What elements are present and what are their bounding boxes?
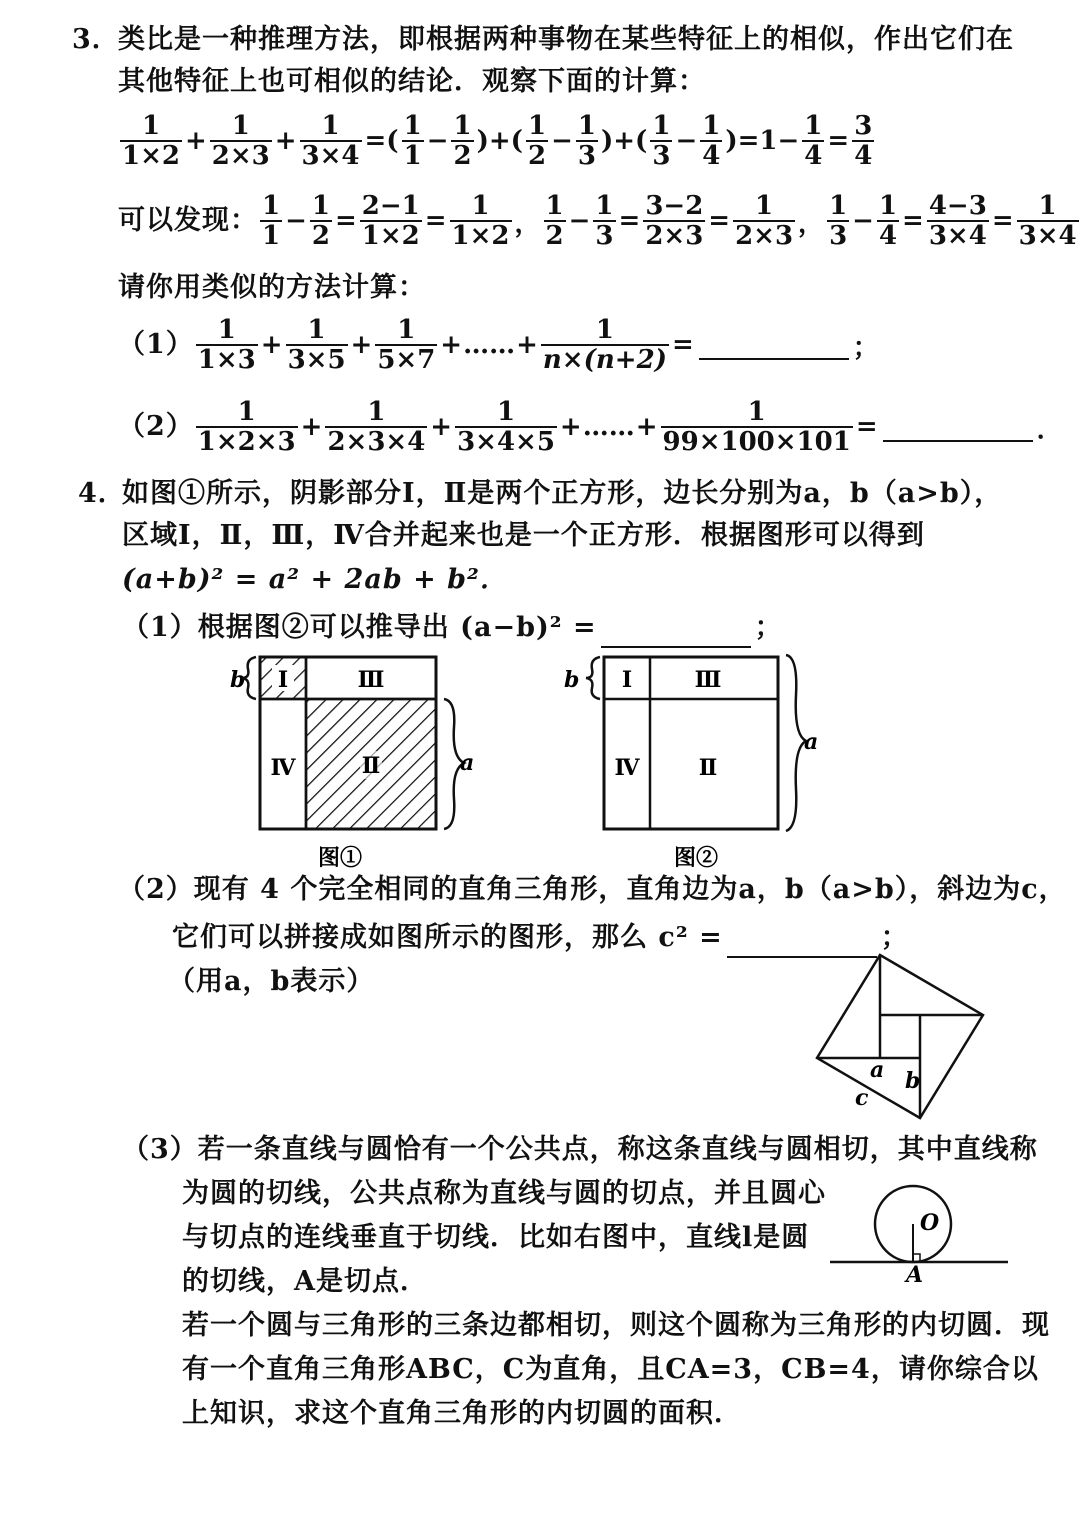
fraction: $\frac{1}{2\times 3}$ (211, 111, 270, 171)
fig1-caption: 图① (317, 845, 363, 871)
q4-part3-line5: 若一个圆与三角形的三条边都相切，则这个圆称为三角形的内切圆．现 (182, 1310, 1050, 1341)
region-label: Ⅳ (270, 755, 296, 781)
q4-identity: (a+b)² = a² + 2ab + b²． (122, 564, 508, 595)
tri-label-a: a (870, 1057, 885, 1083)
q4-part2-line1: （2）现有 4 个完全相同的直角三角形，直角边为a，b（a>b），斜边为c， (118, 874, 1067, 905)
q3-intro-line2: 其他特征上也可相似的结论．观察下面的计算： (118, 66, 706, 97)
answer-blank[interactable] (883, 440, 1033, 442)
center-label: O (920, 1210, 940, 1236)
side-a-label: a (804, 729, 819, 755)
tri-label-b: b (905, 1068, 921, 1094)
q4-intro-line2: 区域Ⅰ，Ⅱ，Ⅲ，Ⅳ合并起来也是一个正方形．根据图形可以得到 (122, 520, 925, 551)
region-label: Ⅱ (361, 753, 381, 779)
figure-2 (564, 655, 818, 871)
q4-number: 4． (78, 478, 126, 509)
q4-part3-line1: （3）若一条直线与圆恰有一个公共点，称这条直线与圆相切，其中直线称 (122, 1134, 1038, 1165)
right-triangles-figure (805, 945, 995, 1130)
q3-part1: （1） 1 1×3 + $\frac{1}{3\times 5}$ + $\frac{1}{5\times 7}$ + …… + $\frac{1}{n\times(n+2)}$ = ； (118, 315, 879, 375)
discover-label: 可以发现： (118, 205, 258, 236)
q4-part3-line6: 有一个直角三角形ABC，C为直角，且CA=3，CB=4，请你综合以 (182, 1354, 1039, 1385)
q4-part1: （1）根据图②可以推导出 (a−b)² = ； (122, 608, 783, 648)
region-label: Ⅲ (694, 667, 722, 693)
q4-part3-line2: 为圆的切线，公共点称为直线与圆的切点，并且圆心 (182, 1178, 826, 1209)
tangent-circle-figure (828, 1182, 1010, 1288)
square-figures (210, 645, 830, 875)
region-label: Ⅲ (357, 667, 385, 693)
side-b-label: b (230, 667, 246, 693)
tri-label-c: c (855, 1085, 869, 1111)
tangent-point-label: A (906, 1262, 924, 1288)
region-label: Ⅱ (698, 755, 718, 781)
q4-part2-line3: （用a，b表示） (168, 966, 375, 997)
figure-1 (230, 657, 474, 871)
fraction: 1 1×2 (122, 111, 180, 171)
side-a-label: a (460, 750, 475, 776)
q4-part3-line3: 与切点的连线垂直于切线．比如右图中，直线l是圆 (182, 1222, 810, 1253)
q4-part3-line7: 上知识，求这个直角三角形的内切圆的面积． (182, 1398, 742, 1429)
region-label: Ⅳ (614, 755, 640, 781)
brace-icon (786, 655, 806, 831)
q4-part2-line2: 它们可以拼接成如图所示的图形，那么 c² = ； (172, 918, 909, 958)
side-b-label: b (564, 667, 580, 693)
brace-icon (586, 657, 600, 699)
answer-blank[interactable] (699, 358, 849, 360)
fraction: $\frac{1}{3\times 4}$ (301, 111, 360, 171)
q4-part3-line4: 的切线，A是切点． (182, 1266, 428, 1297)
q3-intro-line1: 类比是一种推理方法，即根据两种事物在某些特征上的相似，作出它们在 (118, 24, 1014, 55)
q3-task: 请你用类似的方法计算： (118, 272, 426, 303)
q3-discover-line: 可以发现： 1 1 − $\frac{1}{2}$ = $\frac{2-1}{1\times 2}$ = $\frac{1}{1\times 2}$ ， 1 2 − $\frac{1}{3}$ = $\frac{3-2}{2\times 3}$ = $\frac{1}{2\times 3}$ ， 1 3 − $\frac{1}{4}$ = $\frac{4-3}{3\times 4}$ = $\frac{1}{3\times 4}$ (118, 191, 1077, 251)
fig2-caption: 图② (673, 845, 719, 871)
q3-number: 3． (72, 24, 120, 55)
q4-intro-line1: 如图①所示，阴影部分Ⅰ，Ⅱ是两个正方形，边长分别为a，b（a>b）， (122, 478, 1003, 509)
q3-part2: （2） 1 1×2×3 + $\frac{1}{2\times 3\times 4}$ + $\frac{1}{3\times 4\times 5}$ + …… + $\frac{1}{99\times 100\times 101}$ = ． (118, 397, 1063, 457)
region-label: Ⅰ (277, 667, 289, 693)
q3-example-equation: 1 1×2 + $\frac{1}{2\times 3}$ + $\frac{1}{3\times 4}$ =( 1 1 − $\frac{1}{2}$ )+( 1 2 − $\frac{1}{3}$ )+( 1 3 − $\frac{1}{4}$ )=1− $\frac{1}{4}$ = $\frac{3}{4}$ (122, 111, 873, 171)
region-label: Ⅰ (621, 667, 633, 693)
